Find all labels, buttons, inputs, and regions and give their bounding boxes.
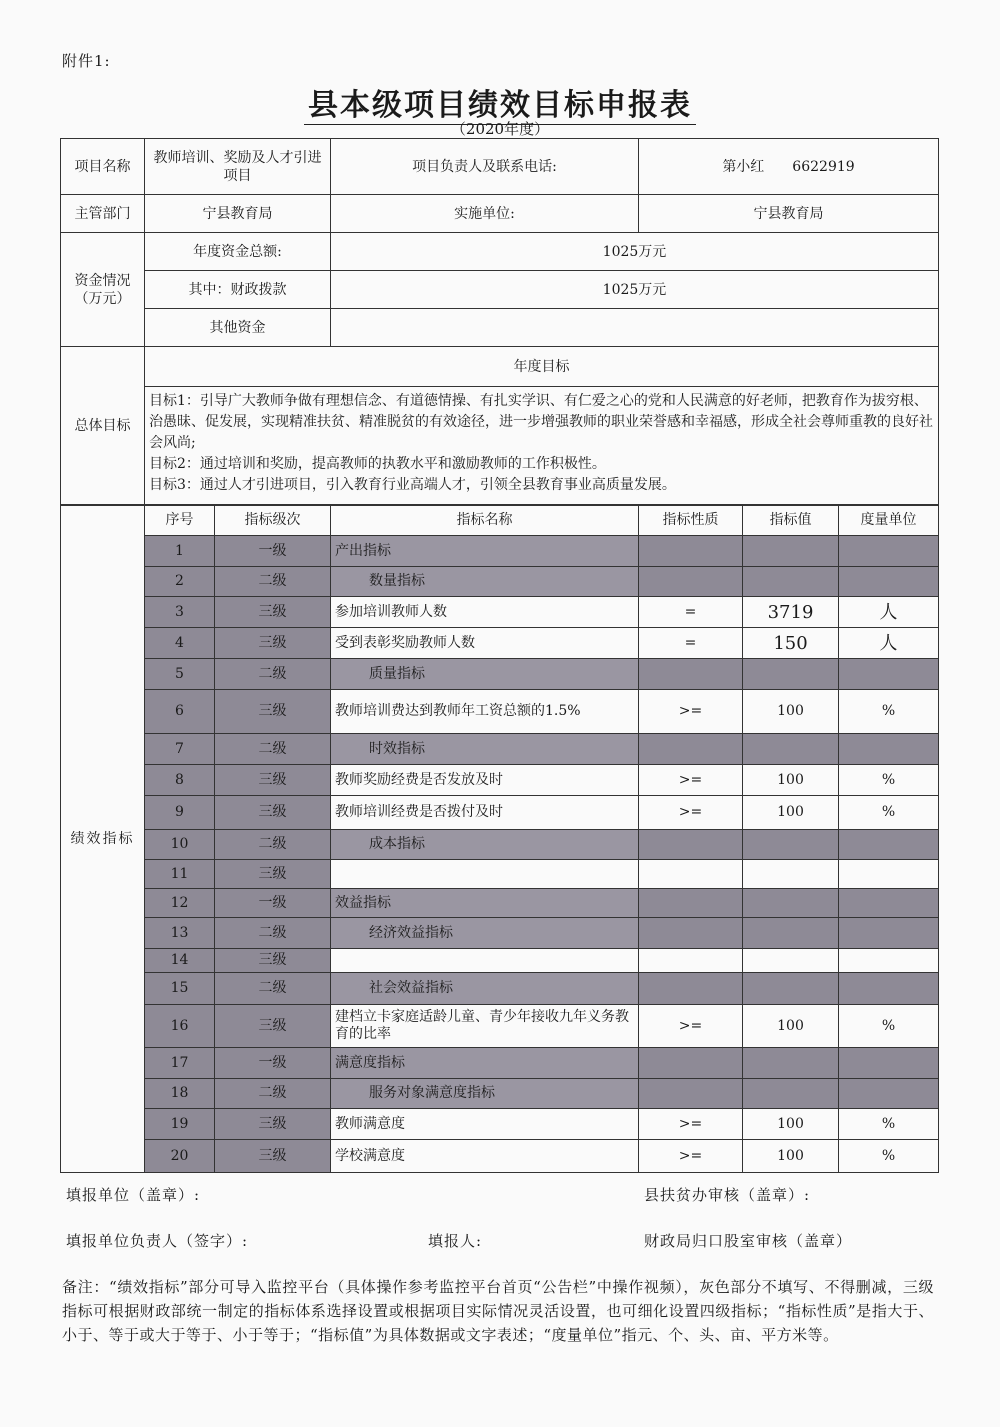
table-row: [61, 830, 939, 860]
indicator-unit: %: [839, 1109, 939, 1140]
indicator-nature: [639, 1079, 743, 1109]
finance-review-label: 财政局归口股室审核（盖章）: [644, 1232, 853, 1250]
indicator-unit: [839, 889, 939, 918]
indicator-seq: 10: [145, 830, 215, 860]
indicator-unit: %: [839, 765, 939, 796]
indicator-nature: [639, 949, 743, 973]
contact-value: 第小红 6622919: [639, 139, 939, 195]
indicator-nature: [639, 918, 743, 949]
funds-total-value: 1025万元: [331, 233, 939, 271]
indicator-seq: 14: [145, 949, 215, 973]
funds-fiscal-label: 其中：财政拨款: [145, 271, 331, 309]
impl-value: 宁县教育局: [639, 195, 939, 233]
remarks-note: 备注：“绩效指标”部分可导入监控平台（具体操作参考监控平台首页“公告栏”中操作视频），灰色部分不填写、不得删减，三级指标可根据财政部统一制定的指标体系选择设置或根据项目实际情况灵活设置，也可细化设置四级指标；“指标性质”是指大于、小于、等于或大于等于、小于等于；“指标值”为具体数据或文字表述；“度量单位”指元、个、头、亩、平方米等。: [62, 1278, 934, 1344]
funds-other-value: [331, 309, 939, 347]
indicator-value: [743, 860, 839, 889]
indicator-name: 受到表彰奖励教师人数: [331, 628, 639, 659]
table-row: [61, 796, 939, 830]
header-level: 指标级次: [215, 506, 331, 536]
indicator-unit: 人: [839, 628, 939, 659]
indicator-name: 学校满意度: [331, 1140, 639, 1173]
header-seq: 序号: [145, 506, 215, 536]
indicator-value: 100: [743, 765, 839, 796]
indicator-level: 二级: [215, 734, 331, 765]
indicator-unit: [839, 949, 939, 973]
indicator-value: 150: [743, 628, 839, 659]
indicator-value: 3719: [743, 597, 839, 628]
indicator-seq: 6: [145, 690, 215, 734]
indicator-unit: [839, 659, 939, 690]
goals-label: 总体目标: [61, 347, 145, 505]
indicator-nature: [639, 830, 743, 860]
table-row: [61, 765, 939, 796]
indicator-name: 时效指标: [331, 734, 639, 765]
indicator-value: 100: [743, 690, 839, 734]
contact-label: 项目负责人及联系电话:: [331, 139, 639, 195]
table-row: [61, 949, 939, 973]
indicator-unit: [839, 1079, 939, 1109]
indicator-nature: >=: [639, 1140, 743, 1173]
indicator-seq: 16: [145, 1005, 215, 1048]
indicator-unit: [839, 734, 939, 765]
indicator-nature: >=: [639, 796, 743, 830]
indicator-name: 教师奖励经费是否发放及时: [331, 765, 639, 796]
indicator-seq: 12: [145, 889, 215, 918]
indicator-name: 服务对象满意度指标: [331, 1079, 639, 1109]
attachment-label: 附件1:: [62, 52, 111, 70]
indicator-seq: 4: [145, 628, 215, 659]
indicator-level: 一级: [215, 1048, 331, 1079]
header-unit: 度量单位: [839, 506, 939, 536]
indicator-level: 三级: [215, 1140, 331, 1173]
indicator-nature: >=: [639, 765, 743, 796]
table-row: [61, 659, 939, 690]
indicator-level: 二级: [215, 567, 331, 597]
form-year: （2020年度）: [450, 120, 550, 138]
indicator-unit: [839, 536, 939, 567]
indicator-unit: [839, 567, 939, 597]
table-row: [61, 597, 939, 628]
indicator-name: 教师培训费达到教师年工资总额的1.5%: [331, 690, 639, 734]
indicator-nature: >=: [639, 1109, 743, 1140]
table-row: [61, 889, 939, 918]
goal-2: 目标2：通过培训和奖励，提高教师的执教水平和激励教师的工作积极性。: [149, 456, 606, 472]
indicator-value: [743, 918, 839, 949]
impl-label: 实施单位:: [331, 195, 639, 233]
indicator-level: 三级: [215, 949, 331, 973]
indicator-name: 社会效益指标: [331, 973, 639, 1005]
indicator-unit: %: [839, 690, 939, 734]
indicator-nature: [639, 973, 743, 1005]
header-value: 指标值: [743, 506, 839, 536]
indicator-unit: [839, 918, 939, 949]
indicator-seq: 19: [145, 1109, 215, 1140]
indicator-name: 质量指标: [331, 659, 639, 690]
indicator-value: 100: [743, 796, 839, 830]
indicator-nature: =: [639, 597, 743, 628]
table-row: [61, 860, 939, 889]
indicator-name: 参加培训教师人数: [331, 597, 639, 628]
funds-total-label: 年度资金总额:: [145, 233, 331, 271]
goal-3: 目标3：通过人才引进项目，引入教育行业高端人才，引领全县教育事业高质量发展。: [149, 477, 676, 493]
indicator-level: 三级: [215, 1109, 331, 1140]
indicator-value: [743, 889, 839, 918]
indicator-unit: [839, 1048, 939, 1079]
funds-fiscal-value: 1025万元: [331, 271, 939, 309]
indicator-name: 产出指标: [331, 536, 639, 567]
indicator-name: 成本指标: [331, 830, 639, 860]
indicator-seq: 11: [145, 860, 215, 889]
funds-label: 资金情况（万元）: [61, 233, 145, 347]
project-info-table: [60, 138, 939, 505]
project-name-label: 项目名称: [61, 139, 145, 195]
indicator-level: 一级: [215, 889, 331, 918]
indicator-name: [331, 949, 639, 973]
indicator-nature: [639, 1048, 743, 1079]
indicators-label: 绩效指标: [61, 506, 145, 1173]
table-row: [61, 1079, 939, 1109]
indicator-value: 100: [743, 1140, 839, 1173]
indicator-level: 二级: [215, 659, 331, 690]
indicator-value: [743, 734, 839, 765]
indicator-level: 三级: [215, 1005, 331, 1048]
indicator-seq: 3: [145, 597, 215, 628]
indicator-unit: [839, 973, 939, 1005]
indicator-seq: 1: [145, 536, 215, 567]
poverty-review-label: 县扶贫办审核（盖章）:: [644, 1186, 811, 1204]
table-row: [61, 690, 939, 734]
indicator-level: 三级: [215, 690, 331, 734]
table-row: [61, 734, 939, 765]
indicator-seq: 7: [145, 734, 215, 765]
indicator-value: [743, 659, 839, 690]
indicator-unit: [839, 830, 939, 860]
indicator-name: 经济效益指标: [331, 918, 639, 949]
fill-unit-label: 填报单位（盖章）:: [66, 1186, 201, 1204]
indicator-value: [743, 1048, 839, 1079]
header-name: 指标名称: [331, 506, 639, 536]
indicator-name: 教师满意度: [331, 1109, 639, 1140]
indicator-name: [331, 860, 639, 889]
indicator-seq: 9: [145, 796, 215, 830]
table-row: [61, 918, 939, 949]
indicator-seq: 20: [145, 1140, 215, 1173]
indicator-level: 三级: [215, 765, 331, 796]
indicator-name: 数量指标: [331, 567, 639, 597]
indicator-nature: [639, 734, 743, 765]
indicator-level: 三级: [215, 597, 331, 628]
indicator-value: 100: [743, 1005, 839, 1048]
indicator-unit: %: [839, 1140, 939, 1173]
indicator-name: 效益指标: [331, 889, 639, 918]
indicator-name: 满意度指标: [331, 1048, 639, 1079]
indicator-value: [743, 1079, 839, 1109]
table-row: [61, 628, 939, 659]
filler-label: 填报人:: [428, 1232, 483, 1250]
dept-value: 宁县教育局: [145, 195, 331, 233]
indicator-level: 三级: [215, 628, 331, 659]
indicator-seq: 2: [145, 567, 215, 597]
indicator-seq: 5: [145, 659, 215, 690]
goals-header: 年度目标: [145, 347, 939, 387]
indicator-level: 二级: [215, 1079, 331, 1109]
table-row: [61, 1005, 939, 1048]
indicator-nature: [639, 536, 743, 567]
table-row: [61, 536, 939, 567]
indicator-value: [743, 949, 839, 973]
indicator-name: 教师培训经费是否拨付及时: [331, 796, 639, 830]
goals-text: [145, 387, 939, 505]
table-row: [61, 1048, 939, 1079]
indicator-nature: [639, 860, 743, 889]
indicator-seq: 15: [145, 973, 215, 1005]
funds-other-label: 其他资金: [145, 309, 331, 347]
indicator-nature: >=: [639, 690, 743, 734]
indicator-value: 100: [743, 1109, 839, 1140]
indicator-seq: 8: [145, 765, 215, 796]
dept-label: 主管部门: [61, 195, 145, 233]
table-row: [61, 567, 939, 597]
indicator-nature: [639, 889, 743, 918]
indicator-value: [743, 536, 839, 567]
table-row: [61, 1140, 939, 1173]
table-row: [61, 1109, 939, 1140]
indicator-seq: 17: [145, 1048, 215, 1079]
indicator-nature: >=: [639, 1005, 743, 1048]
indicator-seq: 18: [145, 1079, 215, 1109]
indicator-unit: 人: [839, 597, 939, 628]
header-nature: 指标性质: [639, 506, 743, 536]
indicator-nature: =: [639, 628, 743, 659]
indicator-value: [743, 567, 839, 597]
indicator-unit: [839, 860, 939, 889]
project-name-value: 教师培训、奖励及人才引进项目: [145, 139, 331, 195]
indicator-name: 建档立卡家庭适龄儿童、青少年接收九年义务教育的比率: [331, 1005, 639, 1048]
indicator-value: [743, 830, 839, 860]
indicator-nature: [639, 659, 743, 690]
indicators-table: [60, 505, 939, 1173]
table-row: [61, 973, 939, 1005]
indicator-level: 二级: [215, 973, 331, 1005]
indicator-level: 三级: [215, 796, 331, 830]
fill-head-label: 填报单位负责人（签字）:: [66, 1232, 249, 1250]
form-title: 县本级项目绩效目标申报表: [304, 88, 696, 125]
indicator-level: 二级: [215, 918, 331, 949]
indicator-level: 三级: [215, 860, 331, 889]
indicator-nature: [639, 567, 743, 597]
indicator-level: 一级: [215, 536, 331, 567]
indicator-seq: 13: [145, 918, 215, 949]
goal-1: 目标1：引导广大教师争做有理想信念、有道德情操、有扎实学识、有仁爱之心的党和人民满意的好老师，把教育作为拔穷根、治愚昧、促发展，实现精准扶贫、精准脱贫的有效途径，进一步增强教师的职业荣誉感和幸福感，形成全社会尊师重教的良好社会风尚;: [149, 393, 933, 451]
indicator-level: 二级: [215, 830, 331, 860]
indicator-value: [743, 973, 839, 1005]
indicator-unit: %: [839, 796, 939, 830]
indicator-unit: %: [839, 1005, 939, 1048]
